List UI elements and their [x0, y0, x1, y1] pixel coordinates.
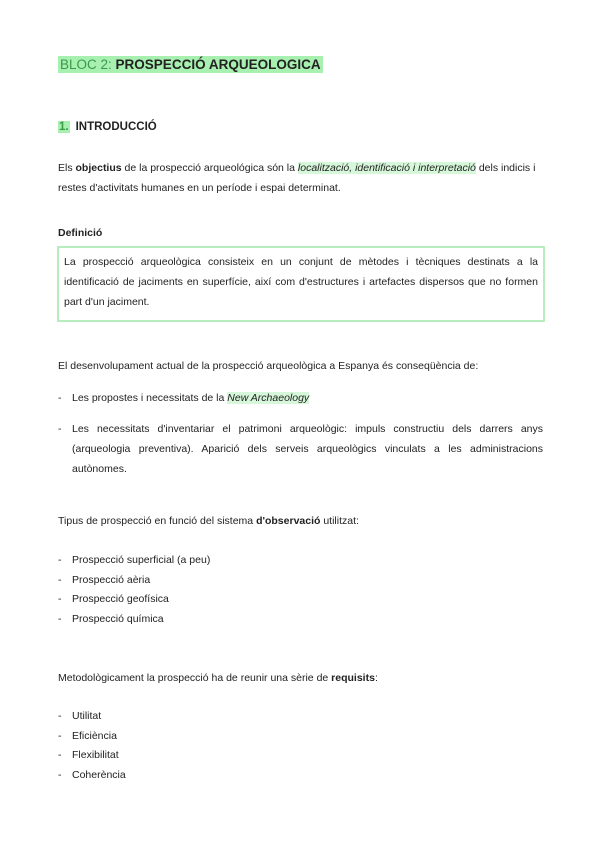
list-dash: - [58, 729, 62, 742]
requirements-text-1: Metodològicament la prospecció ha de reunir una sèrie de [58, 672, 332, 684]
intro-text-3: dels indicis i restes d'activitats humanes en un període i espai determinat. [58, 162, 536, 194]
list-item [58, 727, 126, 747]
list-item-text: Les propostes i necessitats de la [72, 392, 228, 404]
list-item [58, 590, 210, 610]
requirements-bold: requisits [331, 672, 375, 684]
intro-highlight: localització, identificació i interpretació [297, 162, 476, 174]
types-bold: d'observació [256, 515, 321, 527]
list-item [58, 766, 126, 786]
list-item [58, 610, 210, 630]
section-heading [58, 121, 157, 133]
list-item-text: Coherència [72, 768, 126, 781]
requirements-text-2: : [374, 672, 378, 684]
list-item [58, 388, 543, 408]
requirements-list [58, 707, 126, 785]
definition-text: La prospecció arqueològica consisteix en un conjunt de mètodes i tècniques destinats a la identificació de jaciments en superfície, així com d'estructures i artefactes dispersos que no formen part d'un jaciment. [64, 256, 538, 308]
types-text-2: utilitzat: [320, 515, 359, 527]
list-dash: - [58, 423, 62, 435]
list-item-text: Prospecció geofísica [72, 593, 169, 605]
section-title: INTRODUCCIÓ [75, 121, 157, 133]
section-number: 1. [59, 121, 69, 133]
list-item-text: Les necessitats d'inventariar el patrimoni arqueològic: impuls constructiu dels darrers anys (arqueologia preventiva). Aparició dels serveis arqueològics vinculats a les administracions autònomes. [72, 423, 543, 475]
list-dash: - [58, 554, 62, 566]
title-text: PROSPECCIÓ ARQUEOLOGICA [115, 57, 321, 72]
intro-paragraph [58, 158, 543, 198]
title-bloc: BLOC 2: [60, 57, 112, 72]
list-item [58, 707, 126, 727]
requirements-paragraph [58, 668, 543, 688]
list-dash: - [58, 392, 62, 404]
list-dash: - [58, 768, 62, 781]
list-dash: - [58, 749, 62, 761]
list-item-text: Prospecció superficial (a peu) [72, 554, 211, 566]
list-dash: - [58, 573, 62, 586]
definition-box [57, 246, 545, 322]
page-title [58, 56, 323, 73]
list-item [58, 419, 543, 479]
development-paragraph: El desenvolupament actual de la prospecció arqueològica a Espanya és conseqüència de: [58, 360, 479, 372]
list-item-text: Prospecció aèria [72, 573, 151, 586]
list-item-text: Eficiència [72, 729, 117, 742]
intro-text-1: Els [58, 162, 76, 174]
list-item-text: Flexibilitat [72, 749, 119, 761]
list-item-text: Prospecció química [72, 612, 164, 625]
list-item-text: Utilitat [72, 710, 102, 722]
types-text-1: Tipus de prospecció en funció del sistema [58, 515, 257, 527]
intro-bold: objectius [75, 162, 122, 174]
list-item [58, 746, 126, 766]
definition-label: Definició [58, 227, 103, 239]
types-list [58, 551, 210, 629]
development-list [58, 388, 543, 479]
list-dash: - [58, 612, 62, 625]
list-dash: - [58, 710, 62, 722]
list-item [58, 551, 210, 571]
intro-text-2: de la prospecció arqueológica són la [121, 162, 298, 174]
list-dash: - [58, 593, 62, 605]
types-paragraph [58, 511, 543, 531]
new-archaeology-highlight: New Archaeology [227, 392, 310, 404]
list-item [58, 571, 210, 591]
